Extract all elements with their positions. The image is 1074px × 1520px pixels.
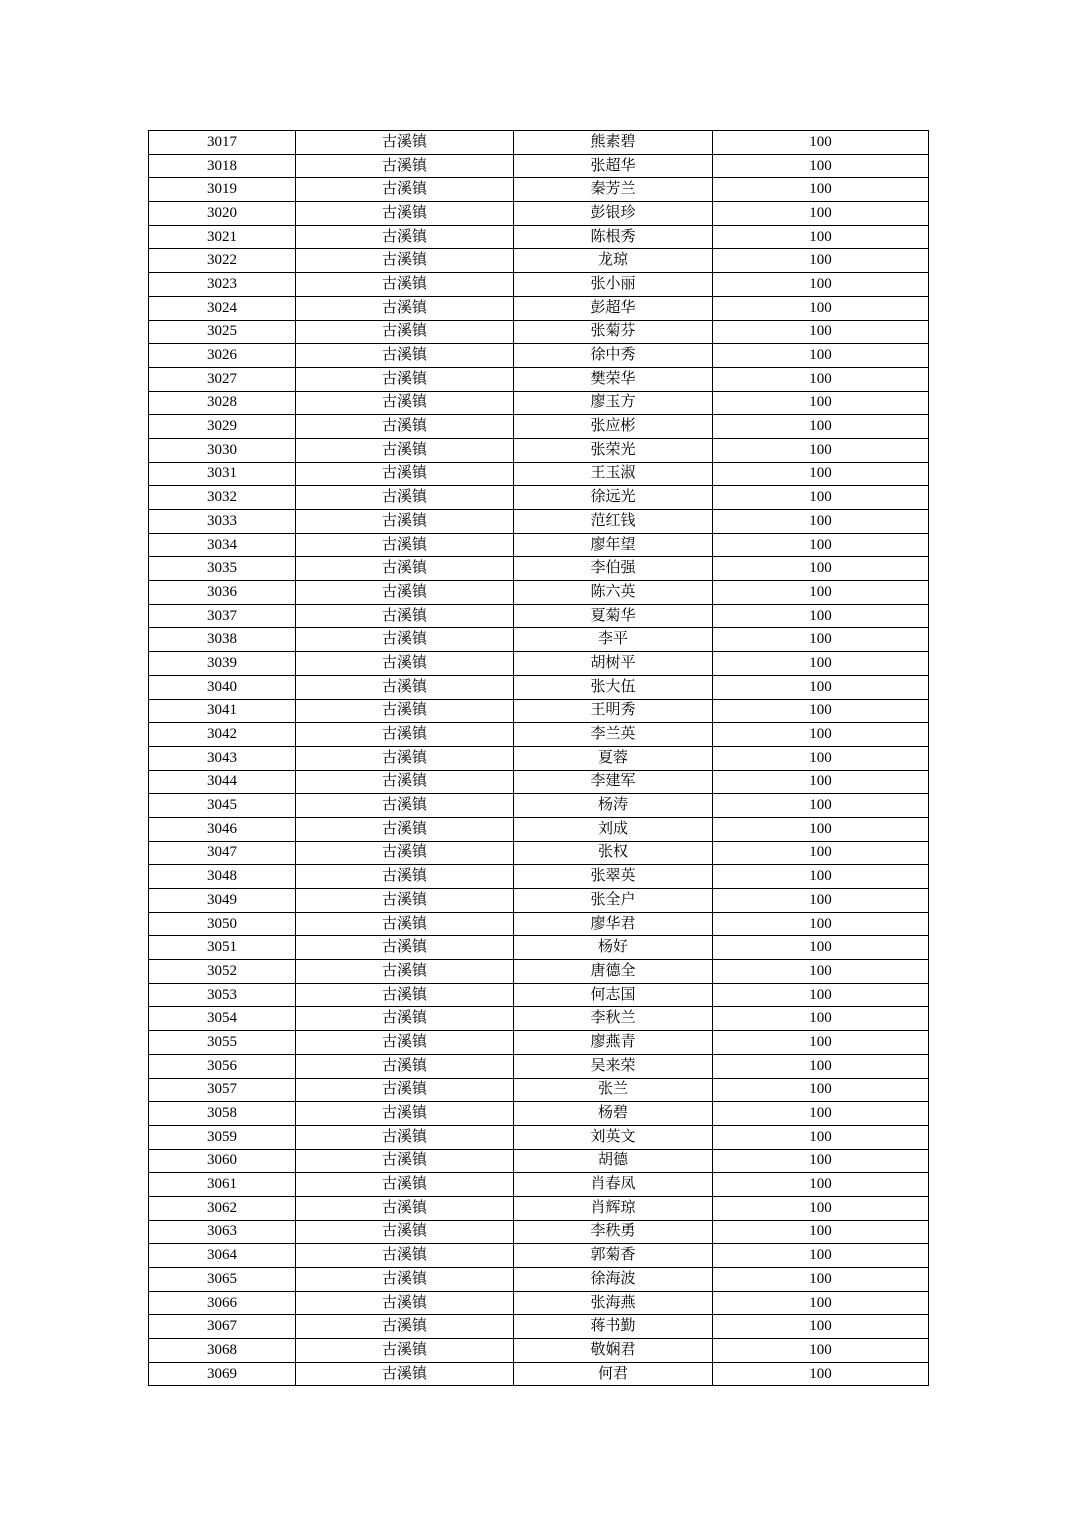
town-cell: 古溪镇 <box>296 1268 514 1292</box>
table-row <box>149 983 929 1007</box>
amount-cell: 100 <box>713 770 929 794</box>
name-cell: 杨碧 <box>514 1102 713 1126</box>
table-row <box>149 770 929 794</box>
table-row <box>149 1244 929 1268</box>
serial-number-cell: 3038 <box>149 628 296 652</box>
serial-number-cell: 3039 <box>149 652 296 676</box>
serial-number-cell: 3066 <box>149 1291 296 1315</box>
table-row <box>149 817 929 841</box>
name-cell: 敬娴君 <box>514 1339 713 1363</box>
table-row <box>149 1268 929 1292</box>
amount-cell: 100 <box>713 699 929 723</box>
amount-cell: 100 <box>713 1078 929 1102</box>
table-row <box>149 746 929 770</box>
name-cell: 王玉淑 <box>514 462 713 486</box>
name-cell: 秦芳兰 <box>514 178 713 202</box>
serial-number-cell: 3049 <box>149 889 296 913</box>
amount-cell: 100 <box>713 1268 929 1292</box>
serial-number-cell: 3036 <box>149 581 296 605</box>
town-cell: 古溪镇 <box>296 1031 514 1055</box>
town-cell: 古溪镇 <box>296 652 514 676</box>
town-cell: 古溪镇 <box>296 557 514 581</box>
name-cell: 夏蓉 <box>514 746 713 770</box>
amount-cell: 100 <box>713 273 929 297</box>
table-row <box>149 794 929 818</box>
serial-number-cell: 3051 <box>149 936 296 960</box>
town-cell: 古溪镇 <box>296 794 514 818</box>
serial-number-cell: 3021 <box>149 225 296 249</box>
amount-cell: 100 <box>713 1149 929 1173</box>
serial-number-cell: 3061 <box>149 1173 296 1197</box>
town-cell: 古溪镇 <box>296 1315 514 1339</box>
name-cell: 李兰英 <box>514 723 713 747</box>
name-cell: 廖年望 <box>514 533 713 557</box>
town-cell: 古溪镇 <box>296 225 514 249</box>
town-cell: 古溪镇 <box>296 438 514 462</box>
town-cell: 古溪镇 <box>296 581 514 605</box>
serial-number-cell: 3058 <box>149 1102 296 1126</box>
amount-cell: 100 <box>713 225 929 249</box>
amount-cell: 100 <box>713 249 929 273</box>
table-row <box>149 391 929 415</box>
table-row <box>149 604 929 628</box>
table-row <box>149 367 929 391</box>
serial-number-cell: 3057 <box>149 1078 296 1102</box>
name-cell: 李平 <box>514 628 713 652</box>
serial-number-cell: 3045 <box>149 794 296 818</box>
town-cell: 古溪镇 <box>296 1244 514 1268</box>
name-cell: 廖燕青 <box>514 1031 713 1055</box>
town-cell: 古溪镇 <box>296 1196 514 1220</box>
town-cell: 古溪镇 <box>296 1149 514 1173</box>
town-cell: 古溪镇 <box>296 983 514 1007</box>
name-cell: 廖玉方 <box>514 391 713 415</box>
town-cell: 古溪镇 <box>296 178 514 202</box>
serial-number-cell: 3067 <box>149 1315 296 1339</box>
amount-cell: 100 <box>713 510 929 534</box>
table-row <box>149 1291 929 1315</box>
table-row <box>149 1149 929 1173</box>
amount-cell: 100 <box>713 604 929 628</box>
town-cell: 古溪镇 <box>296 841 514 865</box>
serial-number-cell: 3062 <box>149 1196 296 1220</box>
serial-number-cell: 3046 <box>149 817 296 841</box>
town-cell: 古溪镇 <box>296 249 514 273</box>
town-cell: 古溪镇 <box>296 699 514 723</box>
amount-cell: 100 <box>713 983 929 1007</box>
amount-cell: 100 <box>713 438 929 462</box>
table-row <box>149 723 929 747</box>
serial-number-cell: 3018 <box>149 154 296 178</box>
amount-cell: 100 <box>713 202 929 226</box>
town-cell: 古溪镇 <box>296 1054 514 1078</box>
town-cell: 古溪镇 <box>296 367 514 391</box>
serial-number-cell: 3020 <box>149 202 296 226</box>
name-cell: 陈根秀 <box>514 225 713 249</box>
amount-cell: 100 <box>713 841 929 865</box>
serial-number-cell: 3063 <box>149 1220 296 1244</box>
town-cell: 古溪镇 <box>296 296 514 320</box>
table-row <box>149 960 929 984</box>
amount-cell: 100 <box>713 746 929 770</box>
name-cell: 杨好 <box>514 936 713 960</box>
town-cell: 古溪镇 <box>296 415 514 439</box>
name-cell: 蒋书勤 <box>514 1315 713 1339</box>
serial-number-cell: 3025 <box>149 320 296 344</box>
town-cell: 古溪镇 <box>296 960 514 984</box>
town-cell: 古溪镇 <box>296 1291 514 1315</box>
serial-number-cell: 3024 <box>149 296 296 320</box>
name-cell: 彭银珍 <box>514 202 713 226</box>
table-row <box>149 178 929 202</box>
name-cell: 唐德全 <box>514 960 713 984</box>
table-row <box>149 462 929 486</box>
serial-number-cell: 3023 <box>149 273 296 297</box>
serial-number-cell: 3032 <box>149 486 296 510</box>
serial-number-cell: 3028 <box>149 391 296 415</box>
serial-number-cell: 3041 <box>149 699 296 723</box>
amount-cell: 100 <box>713 889 929 913</box>
name-cell: 肖辉琼 <box>514 1196 713 1220</box>
name-cell: 廖华君 <box>514 912 713 936</box>
table-row <box>149 1315 929 1339</box>
table-row <box>149 1054 929 1078</box>
amount-cell: 100 <box>713 320 929 344</box>
amount-cell: 100 <box>713 1125 929 1149</box>
name-cell: 李秩勇 <box>514 1220 713 1244</box>
table-row <box>149 936 929 960</box>
table-row <box>149 486 929 510</box>
amount-cell: 100 <box>713 675 929 699</box>
name-cell: 熊素碧 <box>514 131 713 155</box>
amount-cell: 100 <box>713 344 929 368</box>
serial-number-cell: 3065 <box>149 1268 296 1292</box>
table-row <box>149 533 929 557</box>
serial-number-cell: 3034 <box>149 533 296 557</box>
table-row <box>149 1102 929 1126</box>
table-row <box>149 273 929 297</box>
amount-cell: 100 <box>713 723 929 747</box>
town-cell: 古溪镇 <box>296 1362 514 1386</box>
name-cell: 李建军 <box>514 770 713 794</box>
amount-cell: 100 <box>713 462 929 486</box>
table-row <box>149 1031 929 1055</box>
serial-number-cell: 3030 <box>149 438 296 462</box>
serial-number-cell: 3040 <box>149 675 296 699</box>
serial-number-cell: 3055 <box>149 1031 296 1055</box>
name-cell: 何君 <box>514 1362 713 1386</box>
table-row <box>149 131 929 155</box>
name-cell: 郭菊香 <box>514 1244 713 1268</box>
amount-cell: 100 <box>713 391 929 415</box>
name-cell: 杨涛 <box>514 794 713 818</box>
town-cell: 古溪镇 <box>296 1102 514 1126</box>
table-row <box>149 628 929 652</box>
name-cell: 吴来荣 <box>514 1054 713 1078</box>
amount-cell: 100 <box>713 296 929 320</box>
table-row <box>149 1220 929 1244</box>
amount-cell: 100 <box>713 1007 929 1031</box>
name-cell: 张全户 <box>514 889 713 913</box>
table-row <box>149 557 929 581</box>
amount-cell: 100 <box>713 652 929 676</box>
serial-number-cell: 3064 <box>149 1244 296 1268</box>
amount-cell: 100 <box>713 1220 929 1244</box>
serial-number-cell: 3052 <box>149 960 296 984</box>
amount-cell: 100 <box>713 1244 929 1268</box>
amount-cell: 100 <box>713 581 929 605</box>
name-cell: 胡树平 <box>514 652 713 676</box>
town-cell: 古溪镇 <box>296 912 514 936</box>
name-cell: 王明秀 <box>514 699 713 723</box>
table-row <box>149 652 929 676</box>
table-row <box>149 249 929 273</box>
table-row <box>149 889 929 913</box>
amount-cell: 100 <box>713 794 929 818</box>
serial-number-cell: 3019 <box>149 178 296 202</box>
town-cell: 古溪镇 <box>296 344 514 368</box>
serial-number-cell: 3047 <box>149 841 296 865</box>
town-cell: 古溪镇 <box>296 628 514 652</box>
name-cell: 李秋兰 <box>514 1007 713 1031</box>
amount-cell: 100 <box>713 1339 929 1363</box>
table-row <box>149 699 929 723</box>
name-cell: 张权 <box>514 841 713 865</box>
table-row <box>149 344 929 368</box>
amount-cell: 100 <box>713 865 929 889</box>
town-cell: 古溪镇 <box>296 889 514 913</box>
town-cell: 古溪镇 <box>296 1173 514 1197</box>
table-row <box>149 912 929 936</box>
serial-number-cell: 3043 <box>149 746 296 770</box>
town-cell: 古溪镇 <box>296 202 514 226</box>
amount-cell: 100 <box>713 1054 929 1078</box>
table-row <box>149 320 929 344</box>
table-row <box>149 1007 929 1031</box>
town-cell: 古溪镇 <box>296 865 514 889</box>
name-cell: 肖春凤 <box>514 1173 713 1197</box>
table-row <box>149 415 929 439</box>
name-cell: 刘成 <box>514 817 713 841</box>
town-cell: 古溪镇 <box>296 131 514 155</box>
town-cell: 古溪镇 <box>296 510 514 534</box>
amount-cell: 100 <box>713 557 929 581</box>
amount-cell: 100 <box>713 1291 929 1315</box>
town-cell: 古溪镇 <box>296 462 514 486</box>
name-cell: 徐中秀 <box>514 344 713 368</box>
amount-cell: 100 <box>713 1196 929 1220</box>
amount-cell: 100 <box>713 415 929 439</box>
table-row <box>149 841 929 865</box>
town-cell: 古溪镇 <box>296 746 514 770</box>
serial-number-cell: 3022 <box>149 249 296 273</box>
table-row <box>149 154 929 178</box>
name-cell: 张应彬 <box>514 415 713 439</box>
serial-number-cell: 3035 <box>149 557 296 581</box>
table-row <box>149 1362 929 1386</box>
amount-cell: 100 <box>713 178 929 202</box>
name-cell: 张大伍 <box>514 675 713 699</box>
town-cell: 古溪镇 <box>296 675 514 699</box>
name-cell: 夏菊华 <box>514 604 713 628</box>
town-cell: 古溪镇 <box>296 1220 514 1244</box>
town-cell: 古溪镇 <box>296 770 514 794</box>
town-cell: 古溪镇 <box>296 1007 514 1031</box>
table-row <box>149 510 929 534</box>
table-row <box>149 1125 929 1149</box>
serial-number-cell: 3026 <box>149 344 296 368</box>
name-cell: 张翠英 <box>514 865 713 889</box>
town-cell: 古溪镇 <box>296 1078 514 1102</box>
table-row <box>149 438 929 462</box>
name-cell: 何志国 <box>514 983 713 1007</box>
roster-table <box>148 130 929 1386</box>
town-cell: 古溪镇 <box>296 723 514 747</box>
name-cell: 张荣光 <box>514 438 713 462</box>
amount-cell: 100 <box>713 817 929 841</box>
amount-cell: 100 <box>713 1031 929 1055</box>
name-cell: 徐远光 <box>514 486 713 510</box>
amount-cell: 100 <box>713 367 929 391</box>
name-cell: 徐海波 <box>514 1268 713 1292</box>
table-row <box>149 865 929 889</box>
name-cell: 张海燕 <box>514 1291 713 1315</box>
serial-number-cell: 3050 <box>149 912 296 936</box>
amount-cell: 100 <box>713 1362 929 1386</box>
serial-number-cell: 3054 <box>149 1007 296 1031</box>
serial-number-cell: 3059 <box>149 1125 296 1149</box>
name-cell: 陈六英 <box>514 581 713 605</box>
town-cell: 古溪镇 <box>296 273 514 297</box>
table-row <box>149 202 929 226</box>
name-cell: 彭超华 <box>514 296 713 320</box>
town-cell: 古溪镇 <box>296 604 514 628</box>
name-cell: 胡德 <box>514 1149 713 1173</box>
name-cell: 张兰 <box>514 1078 713 1102</box>
town-cell: 古溪镇 <box>296 1125 514 1149</box>
serial-number-cell: 3060 <box>149 1149 296 1173</box>
name-cell: 刘英文 <box>514 1125 713 1149</box>
serial-number-cell: 3044 <box>149 770 296 794</box>
table-row <box>149 1339 929 1363</box>
table-body <box>149 131 929 1386</box>
amount-cell: 100 <box>713 486 929 510</box>
name-cell: 李伯强 <box>514 557 713 581</box>
amount-cell: 100 <box>713 533 929 557</box>
amount-cell: 100 <box>713 936 929 960</box>
name-cell: 樊荣华 <box>514 367 713 391</box>
serial-number-cell: 3048 <box>149 865 296 889</box>
name-cell: 张超华 <box>514 154 713 178</box>
table-row <box>149 296 929 320</box>
name-cell: 张小丽 <box>514 273 713 297</box>
amount-cell: 100 <box>713 628 929 652</box>
table-row <box>149 1173 929 1197</box>
amount-cell: 100 <box>713 131 929 155</box>
town-cell: 古溪镇 <box>296 486 514 510</box>
table-row <box>149 675 929 699</box>
serial-number-cell: 3027 <box>149 367 296 391</box>
serial-number-cell: 3037 <box>149 604 296 628</box>
name-cell: 龙琼 <box>514 249 713 273</box>
name-cell: 范红钱 <box>514 510 713 534</box>
town-cell: 古溪镇 <box>296 533 514 557</box>
amount-cell: 100 <box>713 1173 929 1197</box>
amount-cell: 100 <box>713 960 929 984</box>
amount-cell: 100 <box>713 1315 929 1339</box>
town-cell: 古溪镇 <box>296 391 514 415</box>
serial-number-cell: 3042 <box>149 723 296 747</box>
amount-cell: 100 <box>713 912 929 936</box>
serial-number-cell: 3053 <box>149 983 296 1007</box>
town-cell: 古溪镇 <box>296 817 514 841</box>
serial-number-cell: 3056 <box>149 1054 296 1078</box>
name-cell: 张菊芬 <box>514 320 713 344</box>
serial-number-cell: 3029 <box>149 415 296 439</box>
town-cell: 古溪镇 <box>296 936 514 960</box>
amount-cell: 100 <box>713 154 929 178</box>
town-cell: 古溪镇 <box>296 320 514 344</box>
serial-number-cell: 3069 <box>149 1362 296 1386</box>
table-row <box>149 581 929 605</box>
town-cell: 古溪镇 <box>296 1339 514 1363</box>
amount-cell: 100 <box>713 1102 929 1126</box>
serial-number-cell: 3017 <box>149 131 296 155</box>
serial-number-cell: 3033 <box>149 510 296 534</box>
serial-number-cell: 3031 <box>149 462 296 486</box>
serial-number-cell: 3068 <box>149 1339 296 1363</box>
table-row <box>149 1196 929 1220</box>
town-cell: 古溪镇 <box>296 154 514 178</box>
table-row <box>149 1078 929 1102</box>
table-row <box>149 225 929 249</box>
